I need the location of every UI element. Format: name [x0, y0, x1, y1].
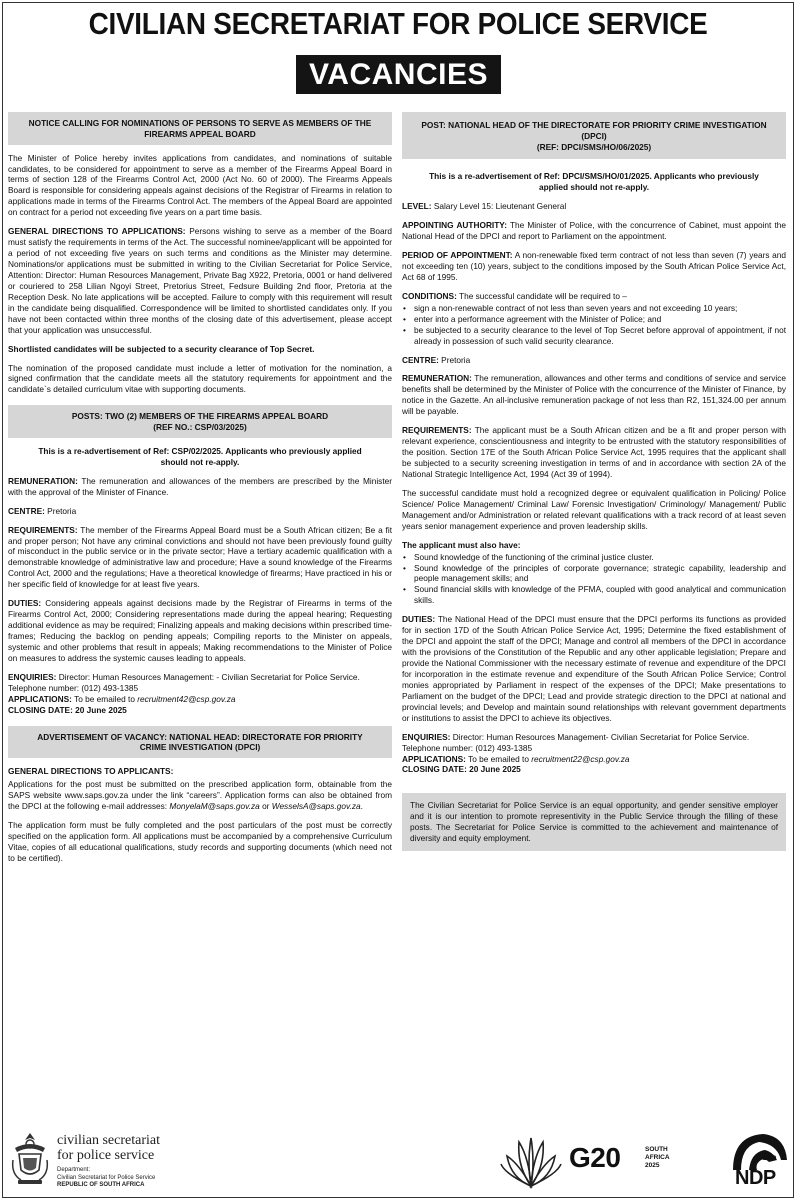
- list-item: • Sound knowledge of the principles of corporate governance; strategic capability, leadership and people management skills; and: [402, 563, 786, 585]
- label: APPOINTING AUTHORITY:: [402, 220, 507, 231]
- label: REMUNERATION:: [402, 373, 472, 384]
- text: The Minister of Police, with the concurrence of Cabinet, must appoint the National Head of the DPCI and report to Parliament on the appointment.: [402, 220, 786, 242]
- heading-line: ADVERTISEMENT OF VACANCY: NATIONAL HEAD: DIRECTORATE FOR PRIORITY: [37, 731, 363, 742]
- remuneration: [402, 373, 786, 417]
- label: GENERAL DIRECTIONS TO APPLICATIONS:: [8, 226, 186, 237]
- text: The remuneration, allowances and other terms and conditions of service and service benefits shall be determined by the Minister of Police with the concurrence of the Minister of Finance, by notice in the Gazette. An all-inclusive remuneration package of not less than R2, 151,324.00 per annum will be payable.: [402, 373, 786, 417]
- text: Applications for the post must be submitted on the prescribed application form, obtainable from the SAPS website www.saps.gov.za under the link “careers”. Application forms can also be obtained from the DPCI at the following e-mail addresses:: [8, 779, 392, 811]
- label: REMUNERATION:: [8, 475, 78, 486]
- text: The applicant must be a South African citizen and be a fit and proper person with relevant experience, conscientiousness and integrity to be entrusted with the statutory responsibilities of the position. Section 17E of the South African Police Service Act, 1995 requires that the applicant shall be subjected to a security screening investigation in terms of and in accordance with section 2A of the National Strategic Intelligence Act, 1994 (Act 39 of 1994).: [402, 425, 786, 479]
- logo-line: for police service: [57, 1147, 155, 1163]
- level: [402, 201, 786, 212]
- centre: [402, 355, 786, 366]
- heading-line: CRIME INVESTIGATION (DPCI): [139, 742, 261, 753]
- label: DUTIES:: [8, 598, 42, 609]
- text: Considering appeals against decisions made by the Registrar of Firearms in terms of the Firearms Control Act, 2000; Considering representations made during the appeal hearing; Requesting additional evidence as may be required; Finalizing appeals and making decisions within prescribed time-frames; Reducing the backlog on pending appeals; Compiling reports to the Minister on appeals, systemic and other problems that result in appeals; Making recommendations to the Minister of Police on measures to address the systemic causes leading to appeals.: [8, 598, 392, 663]
- conditions-list: [402, 303, 786, 347]
- dept-name: Civilian Secretariat for Police Service: [57, 1174, 156, 1181]
- general-directions: [8, 226, 392, 335]
- equity-statement-box: The Civilian Secretariat for Police Service is an equal opportunity, and gender sensitive employer and it is our intention to promote representivity in the Public Service through the filling of these posts. The Secretariat for Police Service is committed to the achievement and maintenance of diversity and equity employment.: [402, 793, 786, 851]
- g20-subtext: [645, 1146, 670, 1169]
- also-have-list: [402, 552, 786, 607]
- application-form-paragraph: The application form must be fully completed and the post particulars of the post must be correctly specified on the application form. All applications must be accompanied by a comprehensive Curriculum Vitae, copies of all educational qualifications, study records and supporting documents (which need not to be certified).: [8, 819, 392, 863]
- text: Pretoria: [438, 354, 471, 365]
- nomination-paragraph: The nomination of the proposed candidate must include a letter of motivation for the nomination, a signed confirmation that the candidate meets all the statutory requirements for appointment and the candidate`s detailed curriculum vitae with supporting documents.: [8, 362, 392, 395]
- text: To be emailed to: [465, 753, 532, 764]
- telephone: Telephone number: (012) 493-1385: [402, 742, 533, 753]
- label: REQUIREMENTS:: [402, 425, 472, 436]
- vacancies-banner: VACANCIES: [296, 55, 501, 94]
- list-item: • enter into a performance agreement with the Minister of Police; and: [402, 314, 786, 325]
- text: The National Head of the DPCI must ensure that the DPCI performs its functions as provided for in section 17D of the South African Police Service Act, 1995; Determine the fixed establishment of the DPCI and appoint the staff of the DPCI; Manage and control all members of the DPCI in accordance with the provisions of the Constitution of the Republic and any other applicable legislation; Prepare and provide the National Commissioner with the necessary estimate of revenue and expenditure of the DPCI for incorporation in the estimate revenue and expenditure of the South African Police Service; Control monies appropriated by Parliament in respect of the expenses of the DPCI; Make presentations to Parliament on the budget of the DPCI; Lead and provide strategic direction to the DPCI at national and provincial levels; and Develop and maintain sound relationships with relevant government departments or institutions to assist the DPCI to achieve its objectives.: [402, 614, 786, 723]
- also-have-label: The applicant must also have:: [402, 539, 521, 550]
- readv-line: applied should not re-apply.: [538, 182, 649, 193]
- text: The successful candidate will be required to –: [456, 290, 627, 301]
- email-link[interactable]: WesselsA@saps.gov.za: [271, 800, 361, 811]
- period-of-appointment: [402, 250, 786, 283]
- label: CENTRE:: [402, 354, 439, 365]
- requirements: [8, 525, 392, 591]
- text: The remuneration and allowances of the members are prescribed by the Minister with the approval of the Minister of Finance.: [8, 475, 392, 497]
- qualification-paragraph: The successful candidate must hold a recognized degree or equivalent qualification in Policing/ Police Science/ Police Management/ Criminal Law/ Forensic Investigation/ Criminology/ Management/ Public Management and/or Administration or related relevant qualifications with a track record of at least seven years senior management experience and proven leadership skills.: [402, 487, 786, 531]
- applications: [402, 754, 786, 765]
- republic-label: REPUBLIC OF SOUTH AFRICA: [57, 1182, 145, 1188]
- requirements: [402, 425, 786, 480]
- label: CENTRE:: [8, 505, 45, 516]
- heading-line: (REF: DPCI/SMS/HO/06/2025): [536, 141, 652, 152]
- telephone: Telephone number: (012) 493-1385: [8, 682, 139, 693]
- text: The member of the Firearms Appeal Board must be a South African citizen; Be a fit and proper person; Not have any criminal convictions and should not have been previously found guilty of misconduct in the public service or in the private sector; Have a tertiary academic qualification with a demonstrable knowledge of administrative law and procedure; Have a sound knowledge of the Firearms Control Act, 2000 and the regulations; Have a theoretical knowledge of firearms; Have practiced in his or her specific field of knowledge for at least five years.: [8, 524, 392, 590]
- list-item: • Sound knowledge of the functioning of the criminal justice cluster.: [402, 552, 786, 563]
- readv-line: should not re-apply.: [160, 456, 240, 467]
- duties: [8, 598, 392, 664]
- text: Director: Human Resources Management- Civilian Secretariat for Police Service.: [450, 731, 750, 742]
- label: PERIOD OF APPOINTMENT:: [402, 250, 513, 261]
- email-link[interactable]: recruitment42@csp.gov.za: [137, 693, 236, 704]
- text: Pretoria: [44, 505, 77, 516]
- right-column: [402, 112, 786, 851]
- closing-date: CLOSING DATE: 20 June 2025: [402, 764, 521, 775]
- email-link[interactable]: recruitment22@csp.gov.za: [531, 753, 630, 764]
- text: Director: Human Resources Management: - Civilian Secretariat for Police Service.: [56, 671, 360, 682]
- remuneration: [8, 476, 392, 498]
- logo-line: civilian secretariat: [57, 1133, 160, 1148]
- notice-heading-box: [8, 112, 392, 145]
- label: REQUIREMENTS:: [8, 524, 78, 535]
- applications: [8, 694, 392, 705]
- readv-line: This is a re-advertisement of Ref: DPCI/SMS/HO/01/2025. Applicants who previously: [429, 171, 759, 182]
- email-link[interactable]: MonyelaM@saps.gov.za: [169, 800, 260, 811]
- dpci-advert-heading-box: [8, 726, 392, 759]
- heading-line: NOTICE CALLING FOR NOMINATIONS OF PERSONS TO SERVE AS MEMBERS OF THE: [28, 118, 372, 128]
- ndp-text: NDP: [735, 1167, 776, 1189]
- page-title: CIVILIAN SECRETARIAT FOR POLICE SERVICE: [88, 6, 708, 41]
- readvertisement-note: [402, 171, 786, 193]
- duties: [402, 614, 786, 723]
- list-item: • Sound financial skills with knowledge of the PFMA, coupled with good analytical and communication skills.: [402, 584, 786, 606]
- dpci-post-heading-box: [402, 112, 786, 159]
- label: ENQUIRIES:: [402, 731, 451, 742]
- label: APPLICATIONS:: [402, 753, 466, 764]
- list-item: • be subjected to a security clearance to the level of Top Secret before approval of appointment, if not already in possession of such valid security clearance.: [402, 325, 786, 347]
- readv-line: This is a re-advertisement of Ref: CSP/02/2025. Applicants who previously applied: [38, 445, 362, 456]
- g20-logo-text: G20: [569, 1142, 621, 1173]
- csp-logo-text: [57, 1134, 160, 1163]
- enquiries: [8, 672, 392, 683]
- label: DUTIES:: [402, 614, 436, 625]
- heading-line: FIREARMS APPEAL BOARD: [144, 128, 256, 139]
- department-text: [57, 1167, 155, 1190]
- intro-paragraph: The Minister of Police hereby invites applications from candidates, and nominations of suitable candidates, to be considered for appointment to serve as a member of the Firearms Appeal Board in terms of section 128 of the Firearms Control Act, 2000 (Act No. 60 of 2000). The Firearms Appeals Board is responsible for considering appeals against decisions of the Registrar of Firearms in relation to applications made in terms of the Firearms Control Act. The members of the Appeal Board are appointed on contract for a period not exceeding five years on a part time basis.: [8, 152, 392, 218]
- text: or: [259, 800, 272, 811]
- text: To be emailed to: [71, 693, 138, 704]
- label: CONDITIONS:: [402, 290, 457, 301]
- appointing-authority: [402, 220, 786, 242]
- g20-sub-line: 2025: [645, 1161, 660, 1169]
- label: APPLICATIONS:: [8, 693, 72, 704]
- ndp-year: 2030: [763, 1156, 777, 1162]
- enquiries: [402, 732, 786, 743]
- g20-sub-line: AFRICA: [645, 1153, 670, 1161]
- protea-icon: [499, 1134, 563, 1190]
- heading-line: (REF NO.: CSP/03/2025): [153, 422, 247, 433]
- posts-heading-box: [8, 405, 392, 438]
- list-item: • sign a non-renewable contract of not less than seven years and not exceeding 10 years;: [402, 303, 786, 314]
- shortlisted-note: Shortlisted candidates will be subjected to a security clearance of Top Secret.: [8, 343, 315, 354]
- general-directions-label: GENERAL DIRECTIONS TO APPLICANTS:: [8, 766, 174, 777]
- heading-line: (DPCI): [581, 130, 607, 141]
- text: A non-renewable fixed term contract of not less than seven (7) years and not exceeding ten (10) years, subject to the conditions imposed by the South African Police Service Act, Act 68 of 1995.: [402, 250, 786, 282]
- closing-date: CLOSING DATE: 20 June 2025: [8, 704, 127, 715]
- readvertisement-note: [8, 446, 392, 468]
- heading-line: POST: NATIONAL HEAD OF THE DIRECTORATE FOR PRIORITY CRIME INVESTIGATION: [421, 120, 767, 130]
- left-column: [8, 112, 392, 864]
- text: .: [360, 800, 363, 811]
- text: Persons wishing to serve as a member of the Board must satisfy the requirements in terms of the Act. The successful nominee/applicant will be appointed for a period of not exceeding five years on such terms and conditions as the Minister may determine. Nominations/or applications must be submitted in writing to the Civilian Secretariat for Police Service, Attention: Director: Human Resources Management, Private Bag X922, Pretoria, 0001 or hand delivered or couriered to 258 Lilian Ngoyi Street, Pretorius Street, Fedsure Building 2nd floor, Pretoria at the Reception Desk. No late applications will be accepted. Failure to comply with this requirement will result in the candidate being disqualified. Correspondence will be limited to shortlisted candidates only. If you have not been contacted within three months of the closing date of this advertisement, please accept that your application was unsuccessful.: [8, 226, 392, 335]
- general-directions-text: [8, 779, 392, 812]
- heading-line: POSTS: TWO (2) MEMBERS OF THE FIREARMS APPEAL BOARD: [71, 411, 329, 422]
- text: Salary Level 15: Lieutenant General: [431, 201, 567, 212]
- conditions: [402, 291, 786, 302]
- g20-sub-line: SOUTH: [645, 1146, 668, 1153]
- footer: [3, 1124, 793, 1198]
- coat-of-arms-icon: [9, 1130, 51, 1188]
- centre: [8, 506, 392, 517]
- dept-label: Department:: [57, 1167, 91, 1173]
- label: LEVEL:: [402, 201, 432, 212]
- label: ENQUIRIES:: [8, 671, 57, 682]
